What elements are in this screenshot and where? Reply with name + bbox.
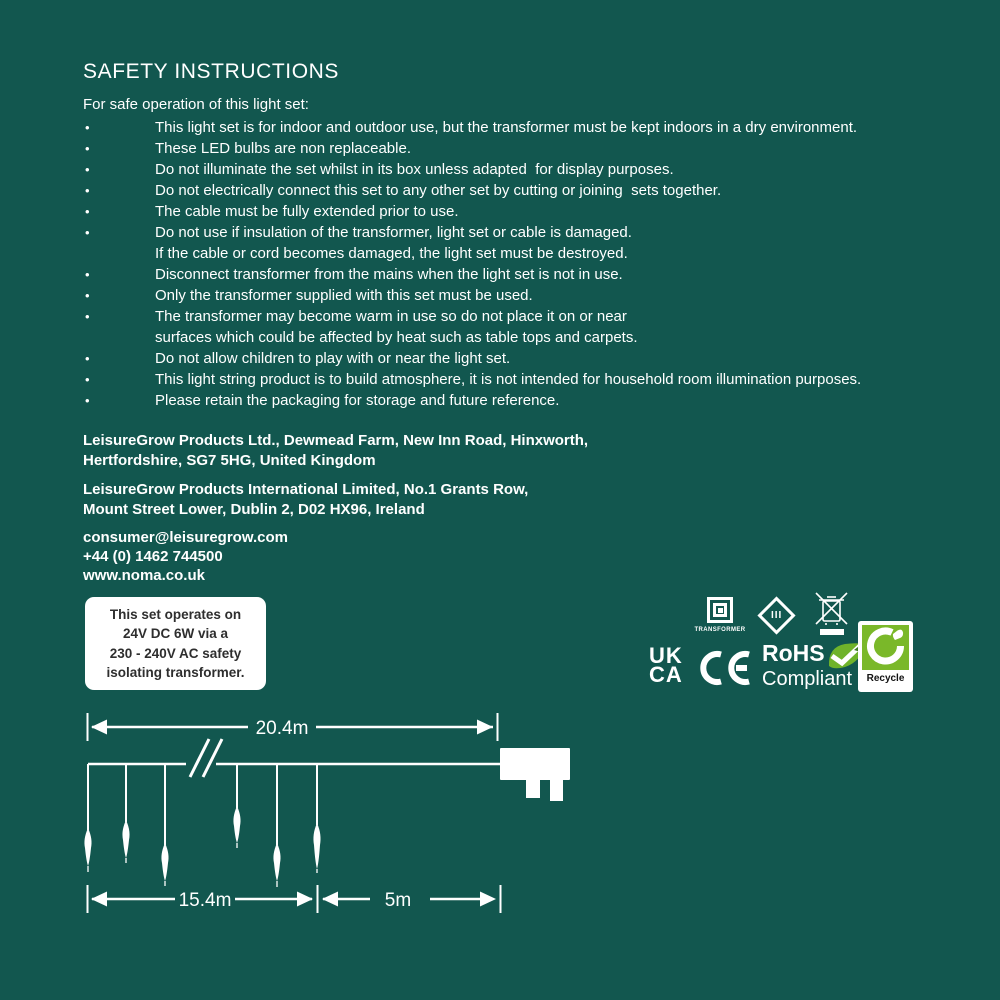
recycle-mark [858,621,913,692]
bullet-dot: • [85,288,90,303]
lead-length-label: 5m [384,890,412,911]
class-iii-icon: III [757,596,795,634]
list-item: • The cable must be fully extended prior to use. [85,203,459,220]
contact-website: www.noma.co.uk [83,567,205,584]
bullet-dot: • [85,162,90,177]
ce-mark-icon [699,650,751,686]
contact-phone: +44 (0) 1462 744500 [83,548,223,565]
bullet-dot: • [85,120,90,135]
power-info-box: This set operates on 24V DC 6W via a 230 - 240V AC safety isolating transformer. [85,597,266,690]
weee-bin-icon [812,590,852,638]
list-item: • Do not use if insulation of the transformer, light set or cable is damaged. [85,224,632,241]
list-item: • Do not electrically connect this set to any other set by cutting or joining sets together. [85,182,722,199]
total-length-label: 20.4m [255,718,309,739]
page-title: SAFETY INSTRUCTIONS [83,60,340,83]
rohs-mark: RoHS Compliant [762,641,872,690]
lit-length-label: 15.4m [178,890,232,911]
transformer-icon-label: TRANSFORMER [694,627,746,633]
contact-email: consumer@leisuregrow.com [83,529,288,546]
safety-instructions-list [83,117,923,411]
intro-text: For safe operation of this light set: [83,96,309,113]
address-ireland: LeisureGrow Products International Limited, No.1 Grants Row, Mount Street Lower, Dublin 2, D02 HX96, Ireland [83,481,529,518]
contact-block [83,528,288,585]
bullet-dot: • [85,267,90,282]
list-item: • Disconnect transformer from the mains when the light set is not in use. [85,266,623,283]
bullet-dot: • [85,225,90,240]
list-item: • This light set is for indoor and outdoor use, but the transformer must be kept indoors in a dry environment. [85,119,858,136]
plug-icon [500,748,570,801]
list-item: • The transformer may become warm in use so do not place it on or near [85,308,627,325]
list-item: • These LED bulbs are non replaceable. [85,140,411,157]
list-item-continuation: surfaces which could be affected by heat such as table tops and carpets. [155,329,638,346]
bullet-dot: • [85,183,90,198]
address-uk: LeisureGrow Products Ltd., Dewmead Farm, New Inn Road, Hinxworth, Hertfordshire, SG7 5HG, United Kingdom [83,432,589,469]
bullet-dot: • [85,393,90,408]
list-item: • Do not allow children to play with or near the light set. [85,350,511,367]
recycle-arrow-icon [862,625,909,670]
recycle-mark-label: Recycle [866,673,905,684]
bullet-dot: • [85,141,90,156]
light-set-dimension-diagram [70,700,582,930]
transformer-icon [707,597,733,623]
list-item-continuation: If the cable or cord becomes damaged, the light set must be destroyed. [155,245,628,262]
bullet-dot: • [85,351,90,366]
bullet-dot: • [85,372,90,387]
bulb-shapes [84,806,320,881]
list-item: • Please retain the packaging for storage and future reference. [85,392,560,409]
list-item: • Do not illuminate the set whilst in its box unless adapted for display purposes. [85,161,674,178]
bullet-dot: • [85,204,90,219]
bullet-dot: • [85,309,90,324]
list-item: • This light string product is to build atmosphere, it is not intended for household room illumination purposes. [85,371,862,388]
list-item: • Only the transformer supplied with this set must be used. [85,287,533,304]
ukca-mark: UK CA [649,643,683,687]
